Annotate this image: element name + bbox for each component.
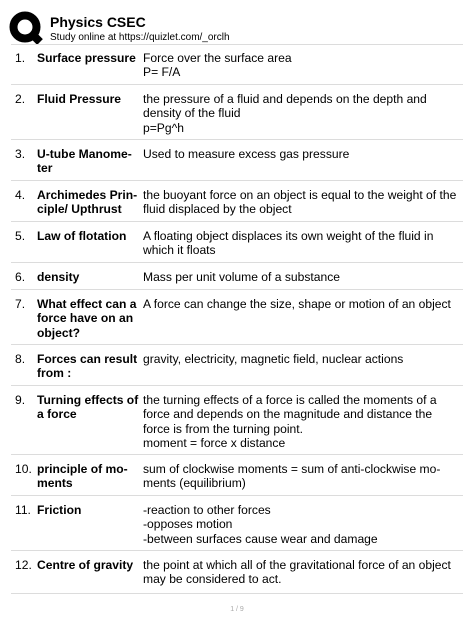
header-divider [11, 44, 463, 45]
item-number: 11. [15, 503, 31, 517]
definition-line: the turning effects of a force is called the moments of a [143, 393, 437, 407]
definition-line: force and depends on the magnitude and distance the [143, 407, 433, 422]
page-indicator: 1 / 9 [230, 606, 244, 613]
definition-line: p=Pg^h [143, 120, 184, 135]
item-number: 5. [15, 229, 26, 243]
term-line: Law of flotation [37, 229, 127, 243]
term-line: Surface pressure [37, 51, 136, 65]
term-line: Centre of gravity [37, 558, 134, 572]
row-divider [11, 180, 463, 181]
term-line: force have on an [37, 311, 134, 326]
term-line: a force [37, 407, 77, 422]
item-number: 9. [15, 393, 26, 407]
item-number: 1. [15, 51, 26, 65]
definition-line: the point at which all of the gravitational force of an object [143, 558, 451, 572]
term-line: Fluid Pressure [37, 92, 122, 106]
definition [143, 92, 461, 135]
definition-line: gravity, electricity, magnetic field, nuclear actions [143, 352, 404, 366]
document-subtitle: Study online at https://quizlet.com/_orclh [50, 32, 230, 43]
row-divider [11, 454, 463, 455]
term-line: object? [37, 325, 81, 340]
term [37, 462, 141, 491]
term-line: U-tube Manome- [37, 147, 132, 161]
definition [143, 229, 461, 258]
definition-line: density of the fluid [143, 106, 241, 121]
definition [143, 270, 461, 284]
definition-line: Used to measure excess gas pressure [143, 147, 350, 161]
item-number: 8. [15, 352, 26, 366]
term-line: ter [37, 161, 53, 176]
definition-line: Mass per unit volume of a substance [143, 270, 340, 284]
item-number: 7. [15, 297, 26, 311]
definition-line: sum of clockwise moments = sum of anti-clockwise mo- [143, 462, 441, 476]
document-header [0, 6, 474, 42]
definition-line: P= F/A [143, 65, 181, 80]
definition-line: -opposes motion [143, 517, 233, 532]
term [37, 352, 141, 381]
term-line: density [37, 270, 80, 284]
row-divider [11, 221, 463, 222]
term-line: What effect can a [37, 297, 137, 311]
definition [143, 147, 461, 161]
definition-line: ments (equilibrium) [143, 476, 246, 491]
row-divider [11, 344, 463, 345]
term [37, 92, 141, 106]
definition-line: Force over the surface area [143, 51, 292, 65]
term-line: from : [37, 366, 72, 381]
row-divider [11, 550, 463, 551]
definition-line: -reaction to other forces [143, 503, 271, 517]
term-line: Archimedes Prin- [37, 188, 138, 202]
definition-line: force is from the turning point. [143, 421, 303, 436]
definition [143, 393, 461, 451]
definition-line: A force can change the size, shape or motion of an object [143, 297, 451, 311]
term-line: ments [37, 476, 73, 491]
term [37, 270, 141, 284]
row-divider [11, 262, 463, 263]
document-title: Physics CSEC [50, 14, 146, 30]
definition-line: moment = force x distance [143, 436, 286, 451]
row-divider [11, 84, 463, 85]
definition-line: the pressure of a fluid and depends on the depth and [143, 92, 427, 106]
definition [143, 503, 461, 546]
definition-line: may be considered to act. [143, 572, 282, 587]
definition [143, 51, 461, 80]
term-line: principle of mo- [37, 462, 128, 476]
row-divider [11, 593, 463, 594]
term-line: Friction [37, 503, 82, 517]
term [37, 393, 141, 422]
term-line: Turning effects of [37, 393, 139, 407]
definition-line: the buoyant force on an object is equal to the weight of the [143, 188, 457, 202]
term [37, 229, 141, 243]
row-divider [11, 289, 463, 290]
row-divider [11, 495, 463, 496]
term [37, 188, 141, 217]
term-line: ciple/ Upthrust [37, 202, 122, 217]
term [37, 558, 141, 572]
definition-line: A floating object displaces its own weight of the fluid in [143, 229, 434, 243]
definition-line: fluid displaced by the object [143, 202, 292, 217]
definition-line: which it floats [143, 243, 216, 258]
term [37, 297, 141, 340]
definition [143, 188, 461, 217]
term-line: Forces can result [37, 352, 138, 366]
item-number: 6. [15, 270, 26, 284]
definition [143, 462, 461, 491]
quizlet-logo-icon [7, 9, 45, 47]
item-number: 12. [15, 558, 32, 572]
item-number: 4. [15, 188, 26, 202]
row-divider [11, 385, 463, 386]
item-number: 10. [15, 462, 32, 476]
term [37, 51, 141, 65]
term [37, 147, 141, 176]
item-number: 2. [15, 92, 26, 106]
term [37, 503, 141, 517]
definition [143, 558, 461, 587]
definition-line: -between surfaces cause wear and damage [143, 531, 378, 546]
row-divider [11, 139, 463, 140]
definition [143, 297, 461, 311]
definition [143, 352, 461, 366]
item-number: 3. [15, 147, 26, 161]
